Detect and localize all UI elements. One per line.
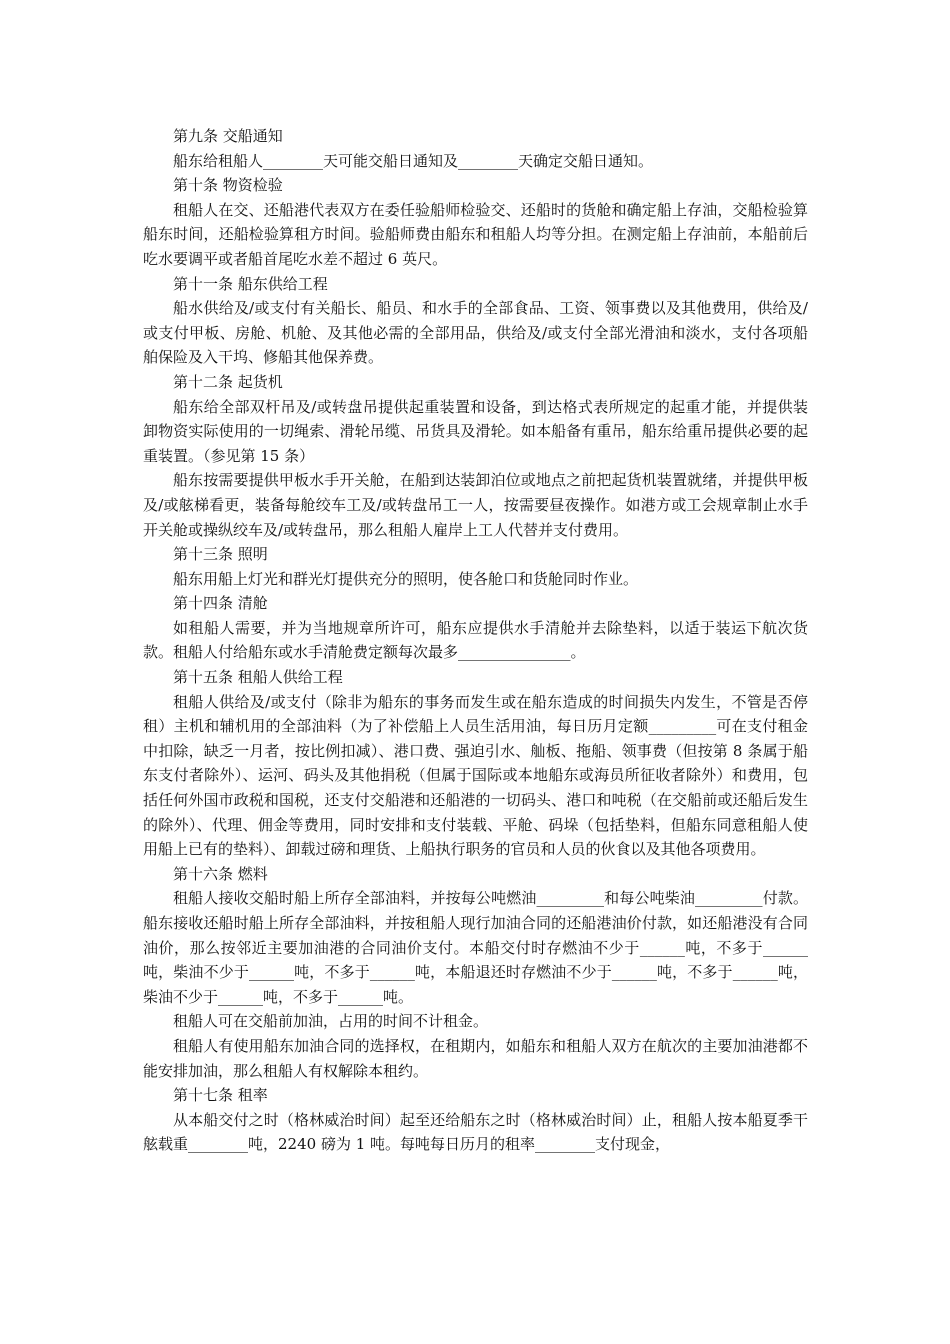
article-10-heading: 第十条 物资检验	[173, 176, 283, 195]
article-13-heading: 第十三条 照明	[173, 545, 268, 564]
article-15-heading: 第十五条 租船人供给工程	[173, 668, 343, 687]
article-13-text: 船东用船上灯光和群光灯提供充分的照明，使各舱口和货舱同时作业。	[173, 569, 639, 588]
article-12-text-1: 船东给全部双杆吊及/或转盘吊提供起重装置和设备，到达格式表所规定的起重才能，并提供装卸物资实际使用的一切绳索、滑轮吊缆、吊货具及滑轮。如本船备有重吊，船东给重吊提供必要的起重装置。（参见第 15 条）	[143, 397, 808, 465]
document-body	[143, 124, 808, 1157]
article-16-text-3: 租船人有使用船东加油合同的选择权，在租期内，如船东和租船人双方在航次的主要加油港都不能安排加油，那么租船人有权解除本租约。	[143, 1036, 808, 1080]
article-17-heading: 第十七条 租率	[173, 1086, 268, 1105]
article-17-text: 从本船交付之时（格林威治时间）起至还给船东之时（格林威治时间）止，租船人按本船夏季干舷载重________吨，2240 磅为 1 吨。每吨每日历月的租率________支付现金，	[143, 1110, 808, 1154]
article-11-text: 船水供给及/或支付有关船长、船员、和水手的全部食品、工资、领事费以及其他费用，供给及/或支付甲板、房舱、机舱、及其他必需的全部用品，供给及/或支付全部光滑油和淡水，支付各项船舶保险及入干坞、修船其他保养费。	[143, 299, 808, 367]
article-15-text: 租船人供给及/或支付（除非为船东的事务而发生或在船东造成的时间损失内发生，不管是否停租）主机和辅机用的全部油料（为了补偿船上人员生活用油，每日历月定额_________可在支付租金中扣除，缺乏一月者，按比例扣减）、港口费、强迫引水、舢板、拖船、领事费（但按第 8 条属于船东支付者除外）、运河、码头及其他捐税（但属于国际或本地船东或海员所征收者除外）和费用，包括任何外国市政税和国税，还支付交船港和还船港的一切码头、港口和吨税（在交船前或还船后发生的除外）、代理、佣金等费用，同时安排和支付装载、平舱、码垛（包括垫料，但船东同意租船人使用船上已有的垫料）、卸载过磅和理货、上船执行职务的官员和人员的伙食以及其他各项费用。	[143, 692, 808, 859]
article-11-heading: 第十一条 船东供给工程	[173, 274, 328, 293]
article-9-text: 船东给租船人________天可能交船日通知及________天确定交船日通知。	[173, 151, 654, 170]
article-10-text: 租船人在交、还船港代表双方在委任验船师检验交、还船时的货舱和确定船上存油，交船检验算船东时间，还船检验算租方时间。验船师费由船东和租船人均等分担。在测定船上存油前，本船前后吃水要调平或者船首尾吃水差不超过 6 英尺。	[143, 200, 808, 268]
article-12-text-2: 船东按需要提供甲板水手开关舱，在船到达装卸泊位或地点之前把起货机装置就绪，并提供甲板及/或舷梯看更，装备每舱绞车工及/或转盘吊工一人，按需要昼夜操作。如港方或工会规章制止水手开关舱或操纵绞车及/或转盘吊，那么租船人雇岸上工人代替并支付费用。	[143, 471, 808, 539]
article-16-text-2: 租船人可在交船前加油，占用的时间不计租金。	[173, 1012, 489, 1031]
article-9-heading: 第九条 交船通知	[173, 127, 283, 145]
article-14-heading: 第十四条 清舱	[173, 594, 268, 613]
article-12-heading: 第十二条 起货机	[173, 372, 283, 391]
article-14-text: 如租船人需要，并为当地规章所许可，船东应提供水手清舱并去除垫料，以适于装运下航次货款。租船人付给船东或水手清舱费定额每次最多_______________。	[143, 618, 808, 662]
article-16-heading: 第十六条 燃料	[173, 864, 268, 883]
article-16-text-1: 租船人接收交船时船上所存全部油料，并按每公吨燃油_________和每公吨柴油_________付款。船东接收还船时船上所存全部油料，并按租船人现行加油合同的还船港油价付款，如还船港没有合同油价，那么按邻近主要加油港的合同油价支付。本船交付时存燃油不少于______吨，不多于______吨，柴油不少于______吨，不多于______吨，本船退还时存燃油不少于______吨，不多于______吨，柴油不少于______吨，不多于______吨。	[143, 889, 808, 1006]
